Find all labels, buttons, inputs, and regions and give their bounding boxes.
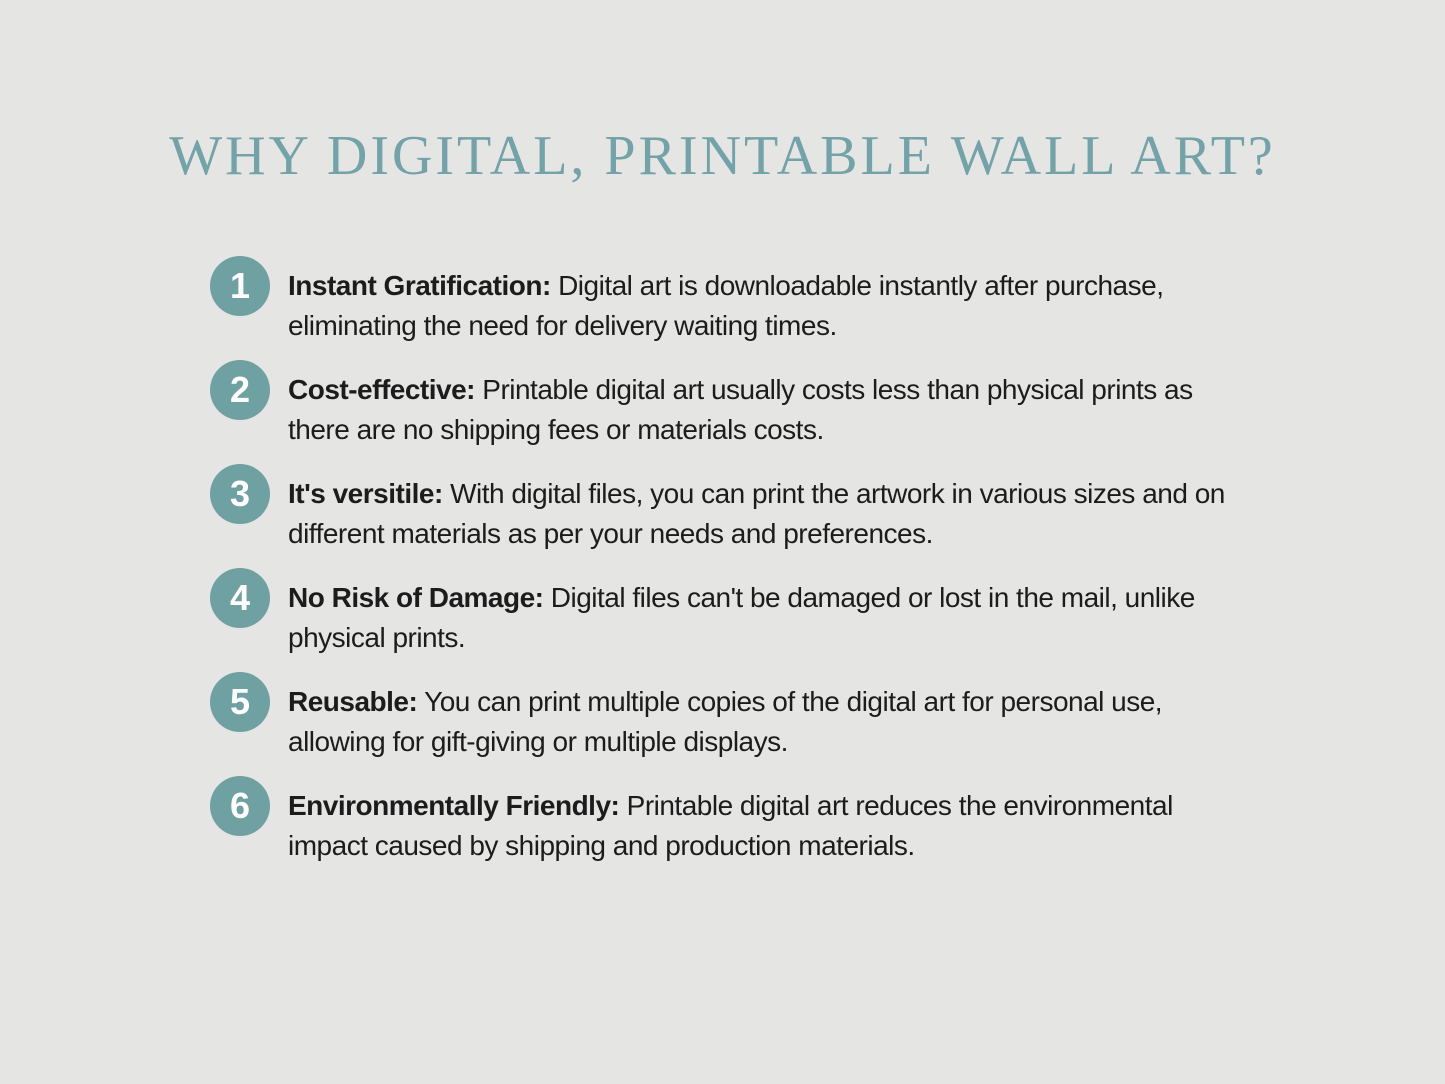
- list-item: [210, 266, 1235, 346]
- benefits-list: [210, 266, 1235, 866]
- list-item: [210, 786, 1235, 866]
- benefit-lead: Environmentally Friendly:: [288, 790, 620, 821]
- badge-number: 1: [229, 265, 251, 306]
- number-badge: [210, 776, 270, 836]
- benefit-description: Printable digital art reduces the environmental impact caused by shipping and production materials.: [288, 790, 1173, 861]
- badge-number: 4: [229, 577, 251, 618]
- badge-number: 5: [229, 681, 251, 722]
- benefit-description: You can print multiple copies of the digital art for personal use, allowing for gift-giving or multiple displays.: [288, 686, 1163, 757]
- benefit-text: [288, 474, 1235, 554]
- benefit-text: [288, 786, 1235, 866]
- benefit-lead: Cost-effective:: [288, 374, 475, 405]
- benefit-description: Printable digital art usually costs less than physical prints as there are no shipping fees or materials costs.: [288, 374, 1193, 445]
- benefit-lead: It's versitile:: [288, 478, 443, 509]
- list-item: [210, 370, 1235, 450]
- number-badge: [210, 360, 270, 420]
- list-item: [210, 474, 1235, 554]
- number-badge: [210, 256, 270, 316]
- benefit-lead: Reusable:: [288, 686, 418, 717]
- list-item: [210, 682, 1235, 762]
- number-badge: [210, 672, 270, 732]
- benefit-text: [288, 266, 1235, 346]
- badge-number: 6: [229, 785, 251, 826]
- page-title: WHY DIGITAL, PRINTABLE WALL ART?: [169, 125, 1276, 187]
- benefit-lead: Instant Gratification:: [288, 270, 551, 301]
- benefit-description: Digital art is downloadable instantly after purchase, eliminating the need for delivery waiting times.: [288, 270, 1164, 341]
- benefit-text: [288, 578, 1235, 658]
- benefit-description: With digital files, you can print the artwork in various sizes and on different materials as per your needs and preferences.: [288, 478, 1225, 549]
- badge-number: 2: [229, 369, 251, 410]
- list-item: [210, 578, 1235, 658]
- number-badge: [210, 568, 270, 628]
- poster: [0, 125, 1445, 1084]
- benefit-lead: No Risk of Damage:: [288, 582, 544, 613]
- number-badge: [210, 464, 270, 524]
- benefit-description: Digital files can't be damaged or lost in the mail, unlike physical prints.: [288, 582, 1195, 653]
- benefit-text: [288, 370, 1235, 450]
- badge-number: 3: [229, 473, 251, 514]
- benefit-text: [288, 682, 1235, 762]
